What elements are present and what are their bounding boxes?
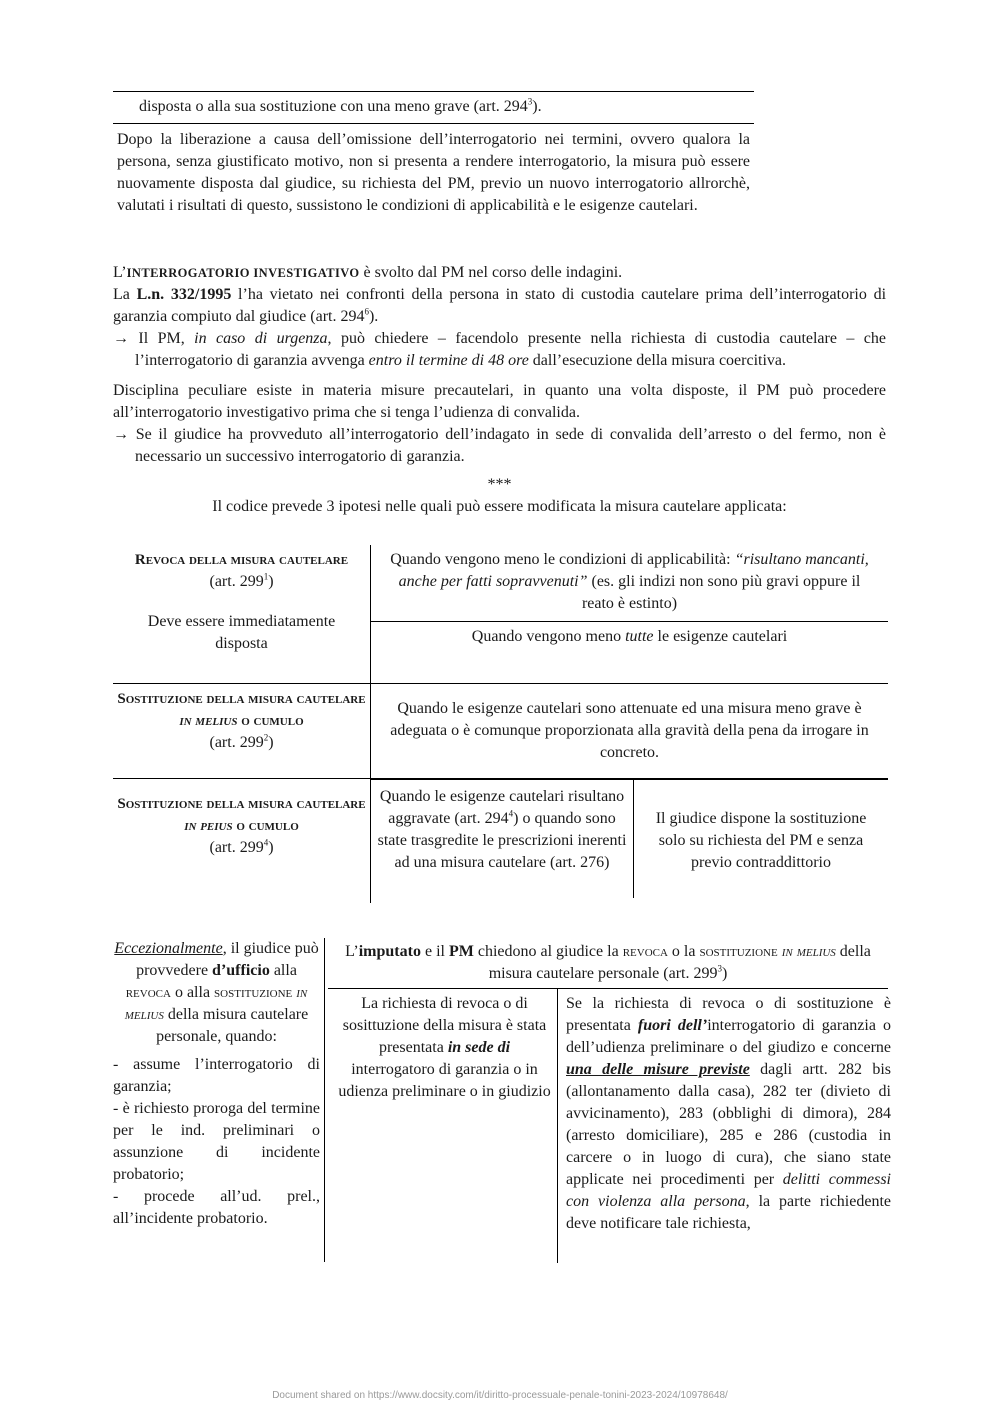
table-intro: Il codice prevede 3 ipotesi nelle quali può essere modificata la misura cautelare applicata: [212, 498, 787, 515]
section-separator: *** [487, 476, 512, 493]
sostituzione-peius-label-cell: Sostituzione della misura cautelare in peius o cumulo (art. $299^4$) [113, 779, 371, 904]
carry-over-box [113, 91, 754, 217]
interrogatorio-section [113, 262, 886, 518]
sostituzione-peius-condition: Quando le esigenze cautelari risultano aggravate (art. $294^4$) o quando sono state trasgredite le prescrizioni inerenti ad una misura cautelare (art. 276) [371, 780, 634, 899]
richiesta-header: L’imputato e il PM chiedono al giudice la revoca o la sostituzione in melius della misura cautelare personale (art. $299^3$) [328, 938, 888, 989]
ufficio-column [113, 938, 325, 1262]
sostituzione-peius-procedure: Il giudice dispone la sostituzione solo su richiesta del PM e senza previo contraddittorio [634, 780, 889, 899]
paragraph-law: La L.n. 332/1995 l’ha vietato nei confronti della persona in stato di custodia cautelare prima dell’interrogatorio di garanzia compiuto dal giudice (art. $294^6$). [113, 286, 887, 325]
paragraph-interrogatorio: L’INTERROGATORIO INVESTIGATIVO è svolto dal PM nel corso delle indagini. [113, 264, 623, 281]
arrow-item-urgency: → Il PM, in caso di urgenza, può chiedere – facendolo presente nella richiesta di custodia cautelare – che l’interrogatorio di garanzia avvenga entro il termine di 48 ore dall’esecuzione della misura coercitiva. [113, 330, 886, 369]
modification-table [113, 545, 888, 903]
ufficio-list: - assume l’interrogatorio di garanzia; - è richiesto proroga del termine per le ind. preliminari o assunzione di incidente probatorio; - procede all’ud. prel., all’incidente probatorio. [113, 1056, 320, 1227]
revoca-condition-applicability: Quando vengono meno le condizioni di applicabilità: “risultano mancanti, anche per fatti sopravvenuti” (es. gli indizi non sono più gravi oppure il reato è estinto) [390, 551, 869, 612]
richiesta-column [328, 938, 892, 1232]
sostituzione-melius-label-cell: Sostituzione della misura cautelare in melius o cumulo (art. $299^2$) [113, 684, 371, 779]
ufficio-intro: Eccezionalmente, il giudice può provvedere d’ufficio alla revoca o alla sostituzione in melius della misura cautelare personale, quando: [114, 940, 319, 1045]
document-footer: Document shared on https://www.docsity.com/it/diritto-processuale-penale-tonini-2023-2024/10978648/ [272, 1390, 728, 1401]
revoca-note: Deve essere immediatamente disposta [147, 613, 336, 652]
liberation-paragraph: Dopo la liberazione a causa dell’omissione dell’interrogatorio nei termini, ovvero qualora la persona, senza giustificato motivo, non si presenta a rendere interrogatorio, la misura può essere nuovamente disposta dal giudice, su richiesta del PM, previo un nuovo interrogatorio allrorchè, valutati i risultati di questo, sussistono le condizioni di applicabilità e le esigenze cautelari. [117, 131, 750, 214]
paragraph-precautelari: Disciplina peculiare esiste in materia misure precautelari, in quanto una volta disposte, il PM può procedere all’interrogatorio investigativo prima che si tenga l’udienza di convalida. [113, 382, 886, 421]
richiesta-in-sede-cell: La richiesta di revoca o di sosittuzione della misura è stata presentata in sede di interrogatoro di garanzia o in udienza preliminare o in giudizio [328, 989, 558, 1263]
carry-over-line: disposta o alla sua sostituzione con una meno grave (art. $294^3$). [113, 91, 754, 124]
revoca-condition-esigenze: Quando vengono meno tutte le esigenze cautelari [371, 621, 889, 683]
arrow-item-convalida: → Se il giudice ha provveduto all’interrogatorio dell’indagato in sede di convalida dell’arresto o del fermo, non è necessario un successivo interrogatorio di garanzia. [113, 426, 886, 465]
sostituzione-melius-condition: Quando le esigenze cautelari sono attenuate ed una misura meno grave è adeguata o è comunque proporzionata alla gravità della pena da irrogare in concreto. [371, 684, 889, 779]
revoca-label-cell: Revoca della misura cautelare (art. $299^1$) Deve essere immediatamente disposta [113, 545, 371, 684]
richiesta-fuori-cell: Se la richiesta di revoca o di sostituzione è presentata fuori dell’interrogatorio di garanzia o dell’udienza preliminare o del giudizo e concerne una delle misure previste dagli artt. 282 bis (allontanamento dalla casa), 282 ter (divieto di avvicinamento), 283 (obblighi di dimora), 284 (arresto domiciliare), 285 e 286 (custodia in carcere o in luogo di cura), che siano state applicate nei procedimenti per delitti commessi con violenza alla persona, la parte richiedente deve notificare tale richiesta, [566, 995, 892, 1232]
